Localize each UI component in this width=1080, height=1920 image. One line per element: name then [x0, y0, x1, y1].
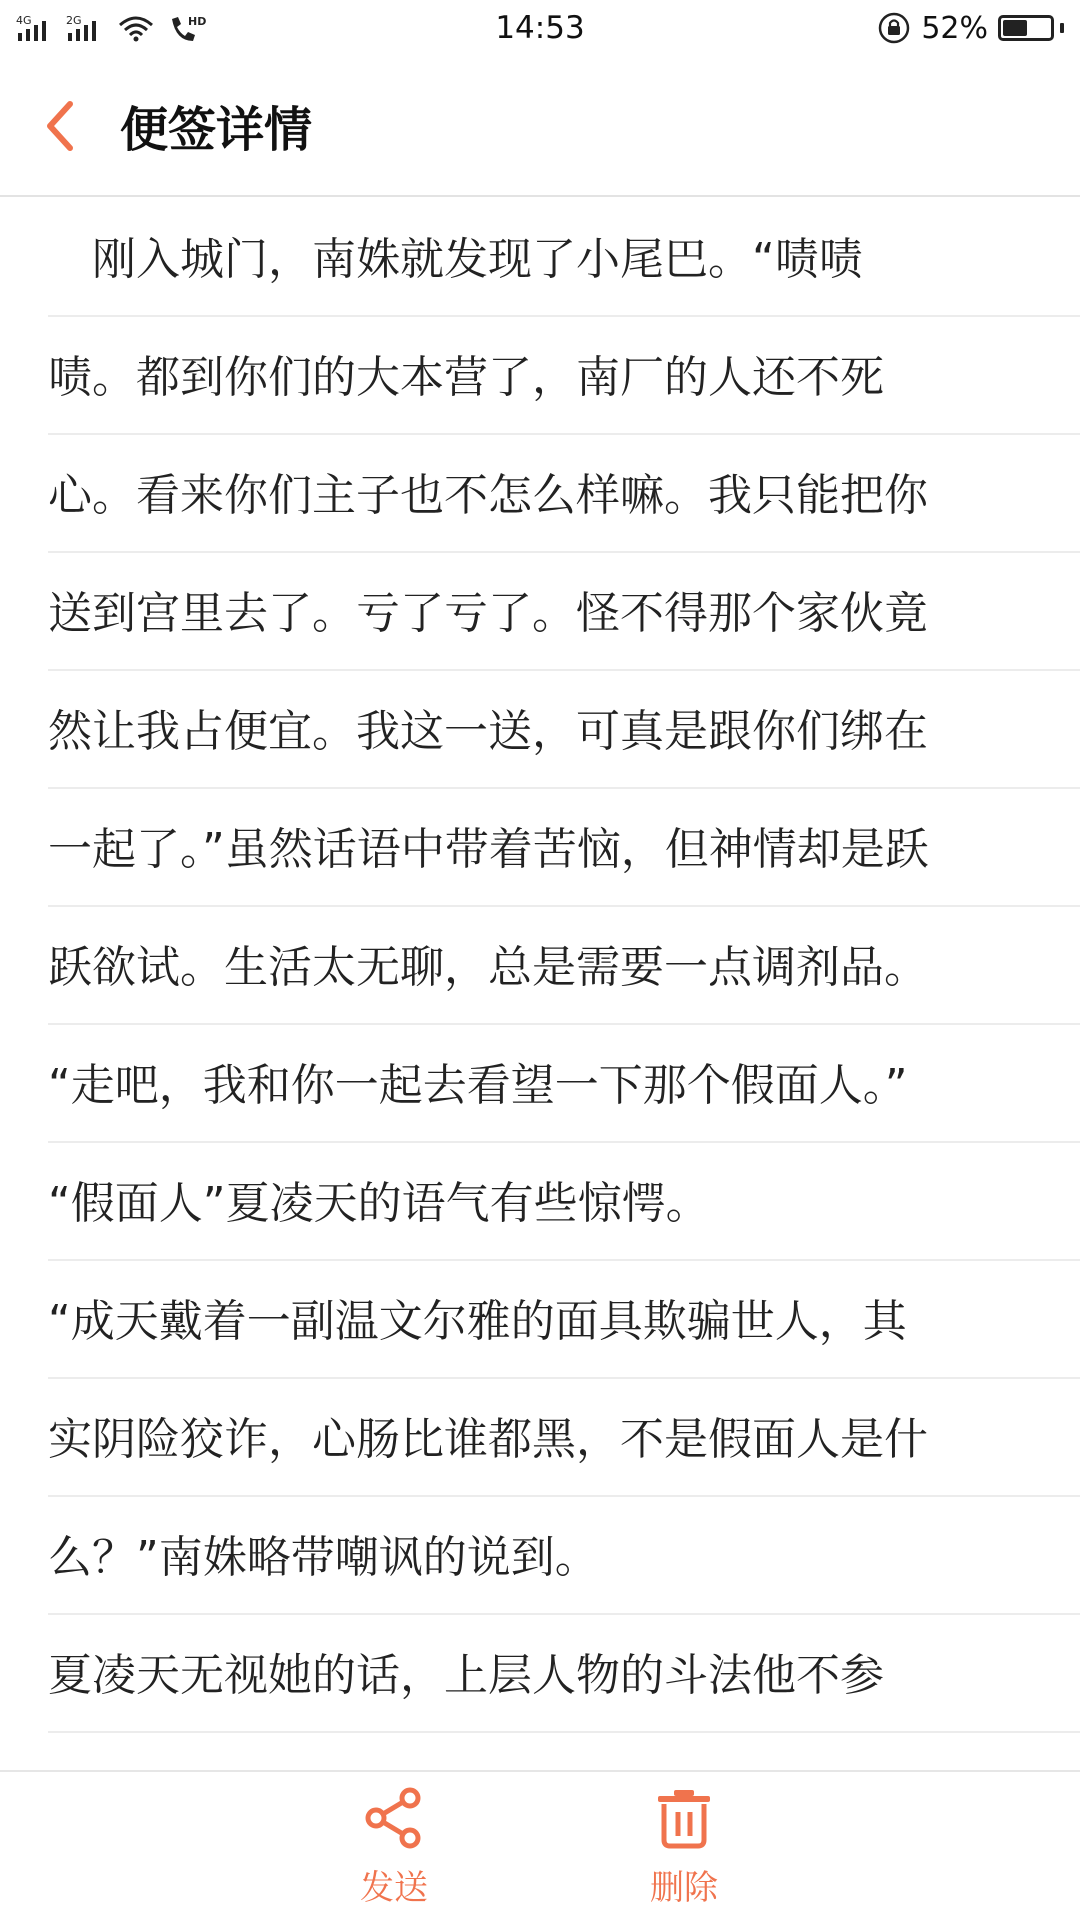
- note-line: 跃欲试。生活太无聊，总是需要一点调剂品。: [48, 907, 1080, 1025]
- send-label: 发送: [360, 1868, 428, 1908]
- note-line: 实阴险狡诈，心肠比谁都黑，不是假面人是什: [48, 1379, 1080, 1497]
- chevron-left-icon: [40, 98, 80, 154]
- back-button[interactable]: [0, 56, 120, 195]
- trash-icon: [652, 1786, 716, 1850]
- send-button[interactable]: [324, 1786, 464, 1909]
- app-header: [0, 56, 1080, 197]
- note-content[interactable]: [0, 199, 1080, 1770]
- svg-text:2G: 2G: [66, 14, 82, 27]
- status-bar: [0, 0, 1080, 56]
- battery-percent: 52%: [921, 10, 988, 46]
- delete-button[interactable]: [614, 1786, 754, 1909]
- note-line: “成天戴着一副温文尔雅的面具欺骗世人，其: [48, 1261, 1080, 1379]
- status-time: 14:53: [495, 10, 585, 46]
- note-line: “假面人”夏凌天的语气有些惊愕。: [48, 1143, 1080, 1261]
- bottom-action-bar: [0, 1770, 1080, 1920]
- note-line: 心。看来你们主子也不怎么样嘛。我只能把你: [48, 435, 1080, 553]
- svg-text:4G: 4G: [16, 14, 32, 27]
- note-line: 送到宫里去了。亏了亏了。怪不得那个家伙竟: [48, 553, 1080, 671]
- note-line: 刚入城门，南姝就发现了小尾巴。“啧啧: [48, 199, 1080, 317]
- delete-label: 删除: [650, 1868, 718, 1908]
- note-line: 一起了。”虽然话语中带着苦恼，但神情却是跃: [48, 789, 1080, 907]
- svg-text:HD: HD: [188, 15, 207, 28]
- note-line: 然让我占便宜。我这一送，可真是跟你们绑在: [48, 671, 1080, 789]
- note-line: 夏凌天无视她的话，上层人物的斗法他不参: [48, 1615, 1080, 1733]
- share-icon: [362, 1786, 426, 1850]
- note-line: 啧。都到你们的大本营了，南厂的人还不死: [48, 317, 1080, 435]
- page-title: 便签详情: [120, 102, 313, 158]
- note-line: 么？”南姝略带嘲讽的说到。: [48, 1497, 1080, 1615]
- note-line: “走吧，我和你一起去看望一下那个假面人。”: [48, 1025, 1080, 1143]
